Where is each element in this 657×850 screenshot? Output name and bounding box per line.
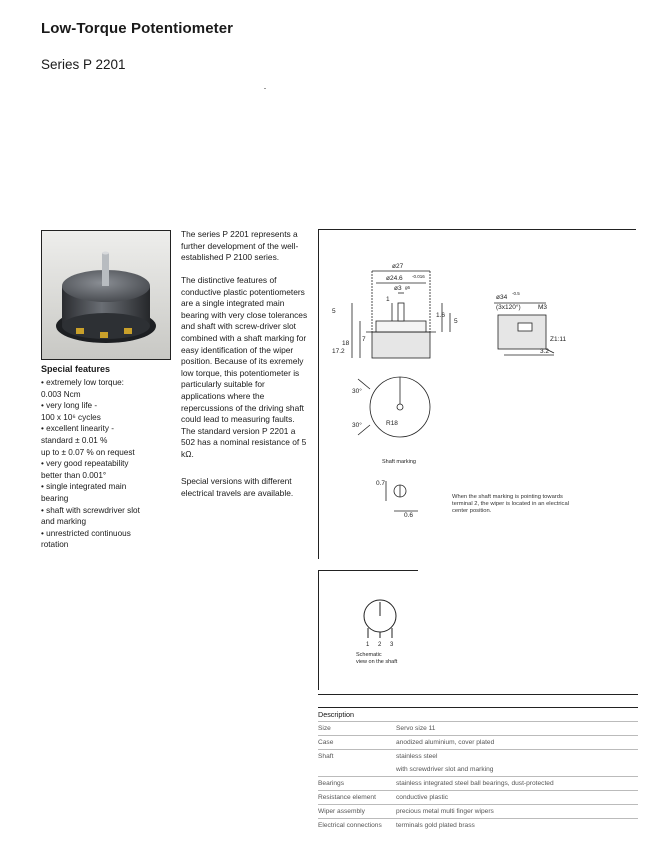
row-value: stainless steel: [396, 750, 638, 764]
stray-dot: [264, 88, 266, 89]
dim-30a: 30°: [352, 388, 362, 395]
feature-line: 0.003 Ncm: [41, 389, 81, 399]
versions-paragraph: Special versions with different electrical travels are available.: [181, 476, 294, 498]
schematic-pin-3: 3: [390, 642, 394, 648]
dim-d34: ø34: [496, 294, 508, 301]
row-key: Resistance element: [318, 791, 396, 805]
row-key: Size: [318, 722, 396, 736]
feature-line: • shaft with screwdriver slot: [41, 505, 140, 515]
intro-paragraph: The series P 2201 represents a further development of the well-established P 2100 series.: [181, 229, 299, 263]
description-heading: Description: [318, 710, 354, 719]
features-heading: Special features: [41, 364, 111, 374]
dim-06: 0.6: [404, 512, 414, 519]
dim-512: 5: [332, 308, 336, 315]
row-key: Wiper assembly: [318, 805, 396, 819]
schematic-pin-2: 2: [378, 642, 382, 648]
dim-7: 7: [362, 336, 366, 343]
dim-30b: 30°: [352, 422, 362, 429]
dim-32: 3.2: [540, 348, 550, 355]
schematic-pin-1: 1: [366, 642, 370, 648]
feature-line: • very good repeatability: [41, 459, 129, 469]
dim-d27: ø27: [392, 263, 404, 270]
row-value: conductive plastic: [396, 791, 638, 805]
table-row: [318, 736, 638, 750]
row-value: terminals gold plated brass: [396, 819, 638, 833]
table-row: [318, 777, 638, 791]
features-paragraph: The distinctive features of conductive plastic potentiometers are a single integrated main bearing with very close tolerances and shaft with screw-driver slot combined with a shaft marking for easy identification of the wiper position. Because of its exremely low torque, this potentiometer is particularly suitable for applications where the repercussions of the driving shaft could lead to measuring faults. The standard version P 2201 a 502 has a nominal resistance of 5 kΩ.: [181, 275, 308, 459]
feature-line: and marking: [41, 517, 87, 527]
feature-line: • excellent linearity -: [41, 424, 114, 434]
table-row: [318, 819, 638, 833]
feature-line: • very long life -: [41, 401, 98, 411]
dim-d246-tol: -0.016: [412, 274, 425, 279]
feature-line: better than 0.001°: [41, 470, 107, 480]
page-subtitle: Series P 2201: [41, 57, 126, 72]
dim-d246: ø24.6: [386, 275, 403, 282]
schematic-caption-line2: view on the shaft: [356, 659, 398, 665]
feature-line: 100 x 10⁶ cycles: [41, 412, 101, 422]
row-value: with screwdriver slot and marking: [396, 766, 494, 773]
row-key: [318, 763, 396, 777]
dim-1: 1: [386, 296, 390, 303]
feature-line: bearing: [41, 493, 69, 503]
dim-3x120: (3x120°): [496, 304, 521, 311]
dim-18: 18: [342, 340, 350, 347]
table-row: [318, 805, 638, 819]
table-row: [318, 791, 638, 805]
shaft-marking-note: When the shaft marking is pointing towards terminal 2, the wiper is located in an electrical center position.: [452, 494, 569, 514]
features-list: [41, 377, 181, 551]
row-value: stainless integrated steel ball bearings, dust-protected: [396, 777, 638, 791]
description-table: [318, 694, 638, 832]
table-row: [318, 763, 638, 777]
dim-r18: R18: [386, 420, 398, 427]
dim-m3: M3: [538, 304, 548, 311]
row-key: Bearings: [318, 777, 396, 791]
dim-z: Z1:11: [550, 336, 567, 343]
dim-16: 1.6: [436, 312, 446, 319]
feature-line: • extremely low torque:: [41, 378, 124, 387]
dim-172: 17.2: [332, 348, 345, 355]
dim-d3: ø3: [394, 285, 402, 292]
table-row: [318, 722, 638, 736]
dim-d34-tol: -0.5: [512, 291, 520, 296]
page-title: Low-Torque Potentiometer: [41, 20, 234, 37]
feature-line: rotation: [41, 540, 69, 550]
feature-line: up to ± 0.07 % on request: [41, 447, 135, 457]
feature-line: standard ± 0.01 %: [41, 435, 108, 445]
feature-line: • unrestricted continuous: [41, 528, 131, 538]
dim-d3-tol: g6: [405, 285, 411, 290]
product-photo: [41, 230, 171, 360]
table-row: [318, 750, 638, 764]
feature-line: • single integrated main: [41, 482, 127, 492]
schematic-caption-line1: Schematic: [356, 652, 382, 658]
row-key: Shaft: [318, 750, 396, 764]
shaft-marking-label: Shaft marking: [382, 459, 416, 465]
row-key: Electrical connections: [318, 819, 396, 833]
schematic-diagram: [318, 570, 418, 690]
dim-5: 5: [454, 318, 458, 325]
row-value: Servo size 11: [396, 722, 638, 736]
dim-07: 0.7: [376, 480, 386, 487]
row-value: precious metal multi finger wipers: [396, 805, 638, 819]
row-key: Case: [318, 736, 396, 750]
row-value: anodized aluminium, cover plated: [396, 736, 638, 750]
